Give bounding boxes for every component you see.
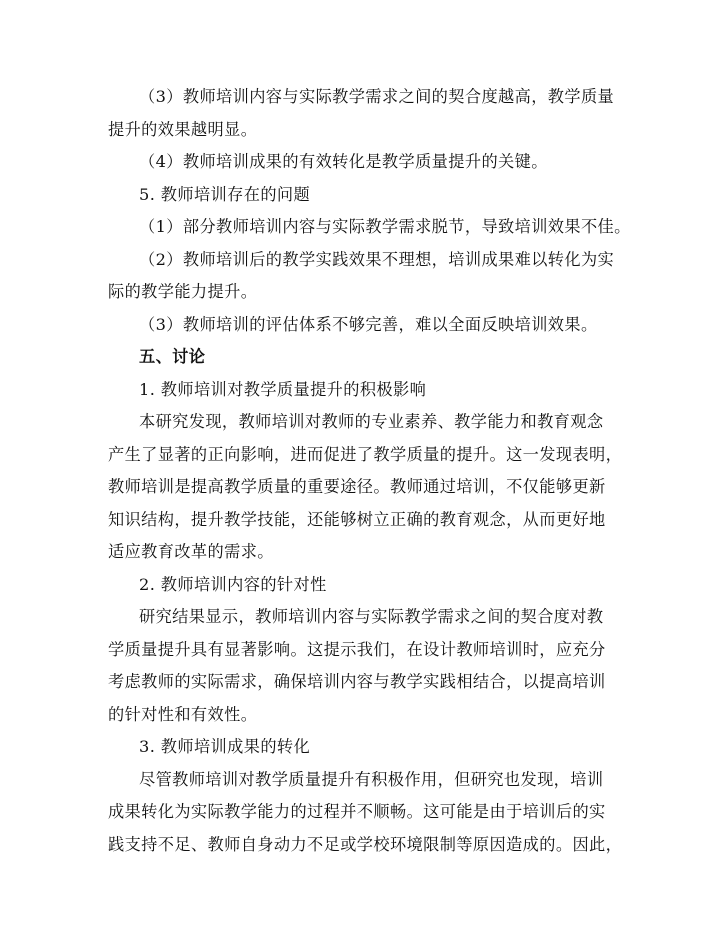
text-line: 知识结构，提升教学技能，还能够树立正确的教育观念，从而更好地 (108, 510, 606, 529)
text-line: （2）教师培训后的教学实践效果不理想，培训成果难以转化为实 (139, 250, 615, 269)
text-line: 产生了显著的正向影响，进而促进了教学质量的提升。这一发现表明， (108, 445, 623, 464)
section-subheading: 3. 教师培训成果的转化 (139, 737, 311, 756)
text-line: 际的教学能力提升。 (108, 282, 258, 301)
text-line: 学质量提升具有显著影响。这提示我们，在设计教师培训时，应充分 (108, 640, 606, 659)
section-subheading: 2. 教师培训内容的针对性 (139, 575, 327, 594)
section-subheading: 5. 教师培训存在的问题 (139, 185, 311, 204)
section-subheading: 1. 教师培训对教学质量提升的积极影响 (139, 380, 427, 399)
text-line: 践支持不足、教师自身动力不足或学校环境限制等原因造成的。因此， (108, 835, 623, 854)
text-line: 研究结果显示，教师培训内容与实际教学需求之间的契合度对教 (139, 607, 604, 626)
section-heading: 五、讨论 (139, 347, 206, 366)
text-line: 本研究发现，教师培训对教师的专业素养、教学能力和教育观念 (139, 412, 604, 431)
text-line: 尽管教师培训对教学质量提升有积极作用，但研究也发现，培训 (139, 770, 604, 789)
text-line: 适应教育改革的需求。 (108, 542, 274, 561)
text-line: 教师培训是提高教学质量的重要途径。教师通过培训，不仅能够更新 (108, 477, 606, 496)
text-line: 考虑教师的实际需求，确保培训内容与教学实践相结合，以提高培训 (108, 672, 606, 691)
text-line: 成果转化为实际教学能力的过程并不顺畅。这可能是由于培训后的实 (108, 802, 606, 821)
text-line: （1）部分教师培训内容与实际教学需求脱节，导致培训效果不佳。 (139, 217, 631, 236)
text-line: 提升的效果越明显。 (108, 120, 258, 139)
text-line: （3）教师培训的评估体系不够完善，难以全面反映培训效果。 (139, 315, 598, 334)
text-line: （4）教师培训成果的有效转化是教学质量提升的关键。 (139, 152, 548, 171)
text-line: 的针对性和有效性。 (108, 705, 258, 724)
text-line: （3）教师培训内容与实际教学需求之间的契合度越高，教学质量 (139, 87, 615, 106)
